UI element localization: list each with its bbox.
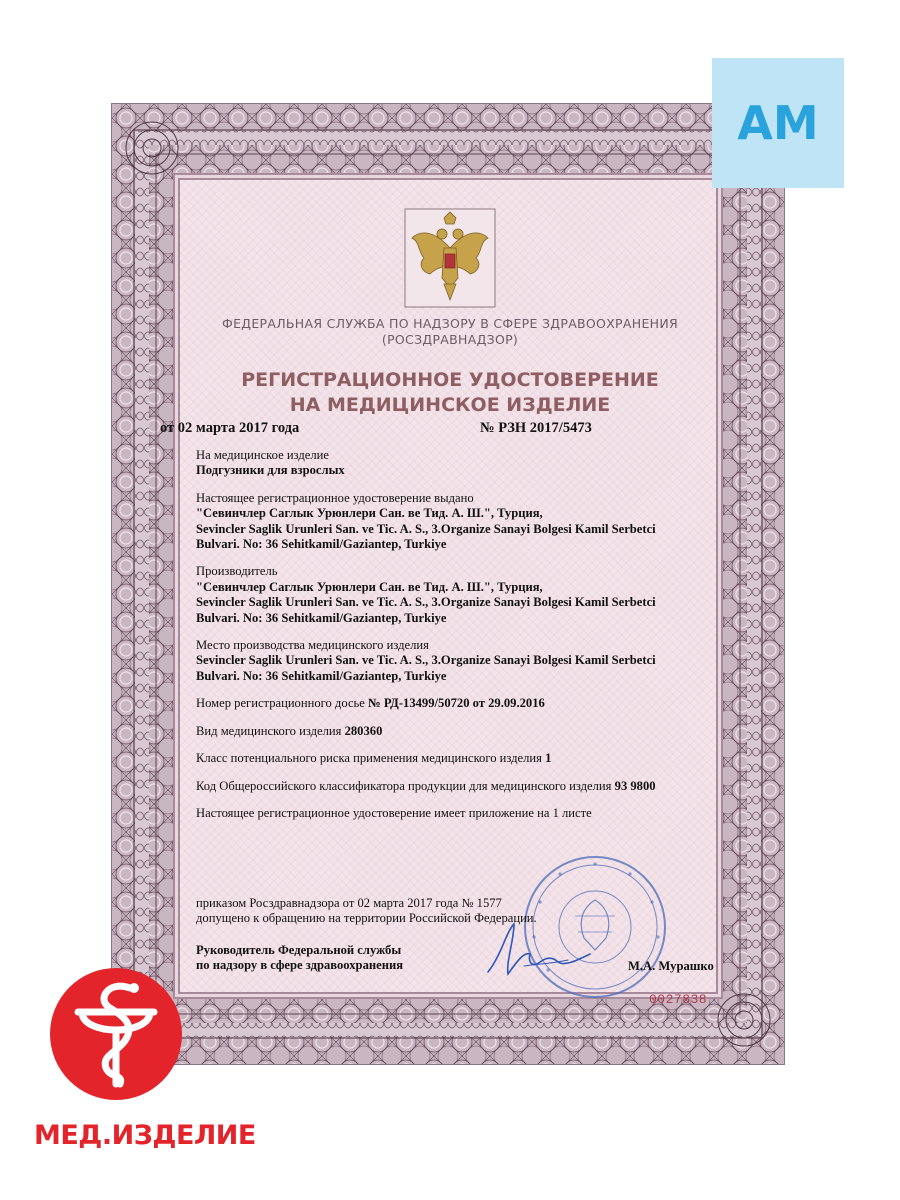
title-line-2: НА МЕДИЦИНСКОЕ ИЗДЕЛИЕ <box>289 394 611 416</box>
manufacturer-line: Sevincler Saglik Urunleri San. ve Tic. A. S., 3.Organize Sanayi Bolgesi Kamil Serbetci <box>196 595 656 610</box>
dossier-value: № РД-13499/50720 от 29.09.2016 <box>368 696 545 711</box>
signer-title-line-1: Руководитель Федеральной службы <box>196 943 402 957</box>
product-block <box>196 448 736 479</box>
signer-title-line-2: по надзору в сфере здравоохранения <box>196 958 404 973</box>
product-label: На медицинское изделие <box>196 448 329 462</box>
appendix-line: Настоящее регистрационное удостоверение имеет приложение на 1 листе <box>196 805 592 820</box>
certificate-body <box>196 448 736 833</box>
production-site-line: Sevincler Saglik Urunleri San. ve Tic. A. S., 3.Organize Sanayi Bolgesi Kamil Serbetci <box>196 653 656 668</box>
order-text <box>196 896 616 927</box>
serial-number: 0027838 <box>649 992 708 1007</box>
okp-code-value: 93 9800 <box>614 778 656 793</box>
issued-to-line: Sevincler Saglik Urunleri San. ve Tic. A. S., 3.Organize Sanayi Bolgesi Kamil Serbetci <box>196 521 656 536</box>
agency-name: ФЕДЕРАЛЬНАЯ СЛУЖБА ПО НАДЗОРУ В СФЕРЕ ЗДРАВООХРАНЕНИЯ <box>222 316 678 331</box>
okp-code-label: Код Общероссийского классификатора продукции для медицинского изделия <box>196 778 612 793</box>
certificate-title <box>150 368 750 418</box>
agency-header <box>150 316 750 348</box>
issue-date-line <box>160 420 760 437</box>
coat-of-arms-emblem <box>404 208 496 308</box>
signer-name: М.А. Мурашко <box>628 959 714 973</box>
product-value: Подгузники для взрослых <box>196 463 345 478</box>
med-device-label: МЕД.ИЗДЕЛИЕ <box>34 1120 256 1151</box>
dossier-label: Номер регистрационного досье <box>196 696 365 711</box>
certificate-number: № РЗН 2017/5473 <box>480 420 592 436</box>
risk-class-value: 1 <box>545 751 552 766</box>
am-badge: AM <box>712 58 844 188</box>
order-line-1: приказом Росздравнадзора от 02 марта 2017 года № 1577 <box>196 896 502 910</box>
risk-class-label: Класс потенциального риска применения медицинского изделия <box>196 751 542 766</box>
production-site-block <box>196 638 736 684</box>
production-site-label: Место производства медицинского изделия <box>196 638 429 653</box>
issued-to-line: "Севинчлер Саглык Урюнлери Сан. ве Тид. А. Ш.", Турция, <box>196 506 543 521</box>
production-site-line: Bulvari. No: 36 Sehitkamil/Gaziantep, Turkiye <box>196 668 447 683</box>
signer-title <box>196 943 496 974</box>
manufacturer-block <box>196 564 736 626</box>
agency-abbreviation: (РОСЗДРАВНАДЗОР) <box>381 332 519 347</box>
issued-to-line: Bulvari. No: 36 Sehitkamil/Gaziantep, Turkiye <box>196 537 447 552</box>
manufacturer-line: Bulvari. No: 36 Sehitkamil/Gaziantep, Turkiye <box>196 610 447 625</box>
order-line-2: допущено к обращению на территории Российской Федерации. <box>196 911 537 926</box>
device-type-value: 280360 <box>344 723 383 738</box>
device-type-label: Вид медицинского изделия <box>196 723 342 738</box>
handwritten-signature <box>484 918 594 980</box>
medical-bowl-snake-icon <box>48 966 184 1102</box>
issued-to-block <box>196 491 736 553</box>
issued-to-label: Настоящее регистрационное удостоверение выдано <box>196 490 474 505</box>
manufacturer-line: "Севинчлер Саглык Урюнлери Сан. ве Тид. А. Ш.", Турция, <box>196 579 543 594</box>
issue-date: от 02 марта 2017 года <box>160 420 300 436</box>
risk-class-line <box>196 751 736 766</box>
manufacturer-label: Производитель <box>196 564 278 579</box>
device-type-line <box>196 724 736 739</box>
okp-code-line <box>196 779 736 794</box>
dossier-line <box>196 696 736 711</box>
title-line-1: РЕГИСТРАЦИОННОЕ УДОСТОВЕРЕНИЕ <box>241 369 659 391</box>
